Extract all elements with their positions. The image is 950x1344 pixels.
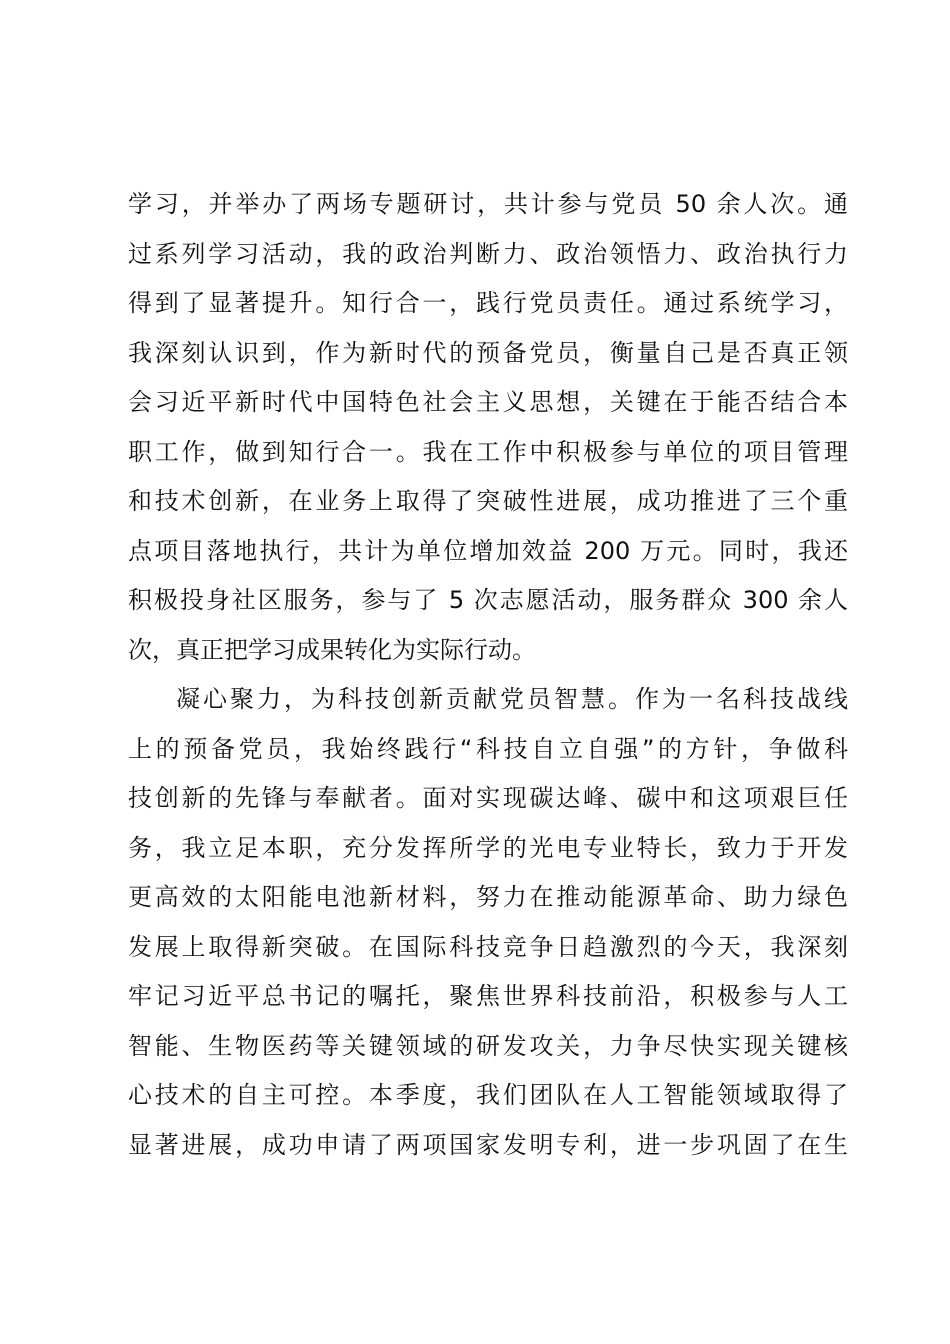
text-line: 点项目落地执行，共计为单位增加效益 200 万元。同时，我还 [128,536,848,565]
text-line: 技创新的先锋与奉献者。面对实现碳达峰、碳中和这项艰巨任 [128,784,848,812]
text-line: 会习近平新时代中国特色社会主义思想，关键在于能否结合本 [128,388,848,416]
text-line: 学习，并举办了两场专题研讨，共计参与党员 50 余人次。通 [128,190,848,218]
text-line: 过系列学习活动，我的政治判断力、政治领悟力、政治执行力 [128,239,848,268]
document-body [128,180,848,1170]
text-line: 得到了显著提升。知行合一，践行党员责任。通过系统学习， [128,289,848,317]
paragraph-1 [128,180,848,675]
text-line: 积极投身社区服务，参与了 5 次志愿活动，服务群众 300 余人 [128,586,848,614]
text-line: 发展上取得新突破。在国际科技竞争日趋激烈的今天，我深刻 [128,932,848,961]
text-line: 心技术的自主可控。本季度，我们团队在人工智能领域取得了 [128,1081,848,1109]
text-line: 和技术创新，在业务上取得了突破性进展，成功推进了三个重 [128,487,848,515]
text-line: 更高效的太阳能电池新材料，努力在推动能源革命、助力绿色 [128,883,848,911]
text-line: 凝心聚力，为科技创新贡献党员智慧。作为一名科技战线 [176,685,848,713]
text-line: 次，真正把学习成果转化为实际行动。 [128,635,536,664]
text-line: 智能、生物医药等关键领域的研发攻关，力争尽快实现关键核 [128,1031,848,1060]
text-line: 务，我立足本职，充分发挥所学的光电专业特长，致力于开发 [128,833,848,862]
paragraph-2 [128,675,848,1170]
text-line: 我深刻认识到，作为新时代的预备党员，衡量自己是否真正领 [128,338,848,367]
text-line: 显著进展，成功申请了两项国家发明专利，进一步巩固了在生 [128,1130,848,1159]
text-line: 职工作，做到知行合一。我在工作中积极参与单位的项目管理 [128,437,848,466]
text-line: 牢记习近平总书记的嘱托，聚焦世界科技前沿，积极参与人工 [128,982,848,1010]
text-line: 上的预备党员，我始终践行“科技自立自强”的方针，争做科 [128,734,848,763]
